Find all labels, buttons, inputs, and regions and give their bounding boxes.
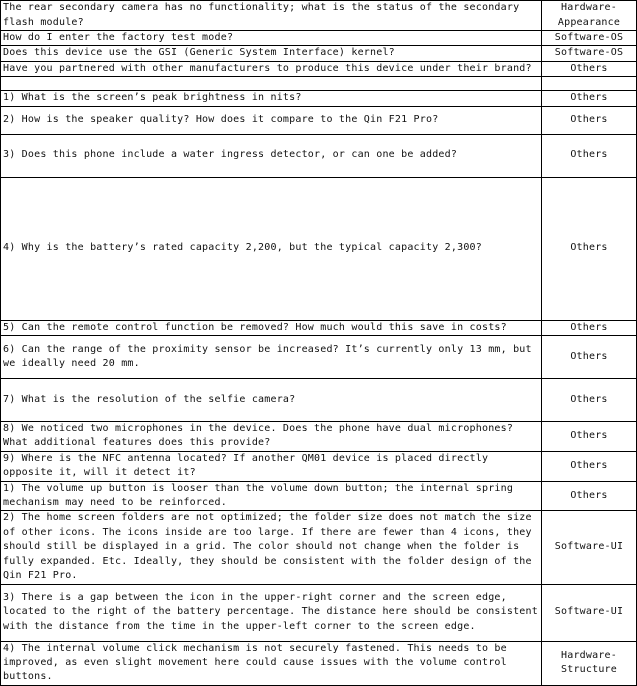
table-row bbox=[1, 584, 637, 641]
question-cell: 4) Why is the battery’s rated capacity 2,200, but the typical capacity 2,300? bbox=[1, 177, 542, 320]
category-cell: Others bbox=[542, 91, 637, 106]
table-row bbox=[1, 46, 637, 61]
category-cell bbox=[542, 77, 637, 91]
table-row bbox=[1, 320, 637, 335]
question-cell: Does this device use the GSI (Generic System Interface) kernel? bbox=[1, 46, 542, 61]
category-cell: Software-UI bbox=[542, 584, 637, 641]
question-cell: The rear secondary camera has no functionality; what is the status of the secondary flash module? bbox=[1, 1, 542, 31]
table-row bbox=[1, 1, 637, 31]
question-cell: 4) The internal volume click mechanism is not securely fastened. This needs to be improved, as even slight movement here could cause issues with the volume control buttons. bbox=[1, 641, 542, 685]
category-cell: Others bbox=[542, 481, 637, 511]
table-row bbox=[1, 106, 637, 134]
question-cell: 5) Can the remote control function be removed? How much would this save in costs? bbox=[1, 320, 542, 335]
table-row bbox=[1, 481, 637, 511]
question-cell: 3) Does this phone include a water ingress detector, or can one be added? bbox=[1, 134, 542, 177]
question-cell: 7) What is the resolution of the selfie camera? bbox=[1, 379, 542, 422]
category-cell: Others bbox=[542, 106, 637, 134]
question-cell: 9) Where is the NFC antenna located? If another QM01 device is placed directly opposite it, will it detect it? bbox=[1, 451, 542, 481]
category-cell: Hardware-Appearance bbox=[542, 1, 637, 31]
category-cell: Others bbox=[542, 379, 637, 422]
category-cell: Others bbox=[542, 61, 637, 76]
table-row bbox=[1, 379, 637, 422]
table-row bbox=[1, 31, 637, 46]
question-cell: 1) What is the screen’s peak brightness in nits? bbox=[1, 91, 542, 106]
table-row bbox=[1, 134, 637, 177]
category-cell: Others bbox=[542, 177, 637, 320]
category-cell: Others bbox=[542, 451, 637, 481]
table-row bbox=[1, 77, 637, 91]
category-cell: Hardware-Structure bbox=[542, 641, 637, 685]
table-row bbox=[1, 451, 637, 481]
question-cell: 6) Can the range of the proximity sensor be increased? It’s currently only 13 mm, but we ideally need 20 mm. bbox=[1, 336, 542, 379]
question-cell bbox=[1, 77, 542, 91]
question-cell: How do I enter the factory test mode? bbox=[1, 31, 542, 46]
question-cell: 8) We noticed two microphones in the device. Does the phone have dual microphones? What additional features does this provide? bbox=[1, 422, 542, 452]
category-cell: Software-OS bbox=[542, 31, 637, 46]
table-row bbox=[1, 336, 637, 379]
table-row bbox=[1, 422, 637, 452]
question-cell: 2) How is the speaker quality? How does it compare to the Qin F21 Pro? bbox=[1, 106, 542, 134]
table-row bbox=[1, 61, 637, 76]
question-cell: Have you partnered with other manufacturers to produce this device under their brand? bbox=[1, 61, 542, 76]
category-cell: Software-OS bbox=[542, 46, 637, 61]
question-cell: 1) The volume up button is looser than the volume down button; the internal spring mechanism may need to be reinforced. bbox=[1, 481, 542, 511]
table-row bbox=[1, 177, 637, 320]
question-cell: 3) There is a gap between the icon in the upper-right corner and the screen edge, located to the right of the battery percentage. The distance here should be consistent with the distance from the time in the upper-left corner to the screen edge. bbox=[1, 584, 542, 641]
category-cell: Others bbox=[542, 336, 637, 379]
table-row bbox=[1, 511, 637, 584]
category-cell: Software-UI bbox=[542, 511, 637, 584]
category-cell: Others bbox=[542, 320, 637, 335]
category-cell: Others bbox=[542, 134, 637, 177]
category-cell: Others bbox=[542, 422, 637, 452]
table-row bbox=[1, 91, 637, 106]
question-cell: 2) The home screen folders are not optimized; the folder size does not match the size of other icons. The icons inside are too large. If there are fewer than 4 icons, they should still be displayed in a grid. The color should not change when the folder is fully expanded. Etc. Ideally, they should be consistent with the folder design of the Qin F21 Pro. bbox=[1, 511, 542, 584]
table-row bbox=[1, 641, 637, 685]
